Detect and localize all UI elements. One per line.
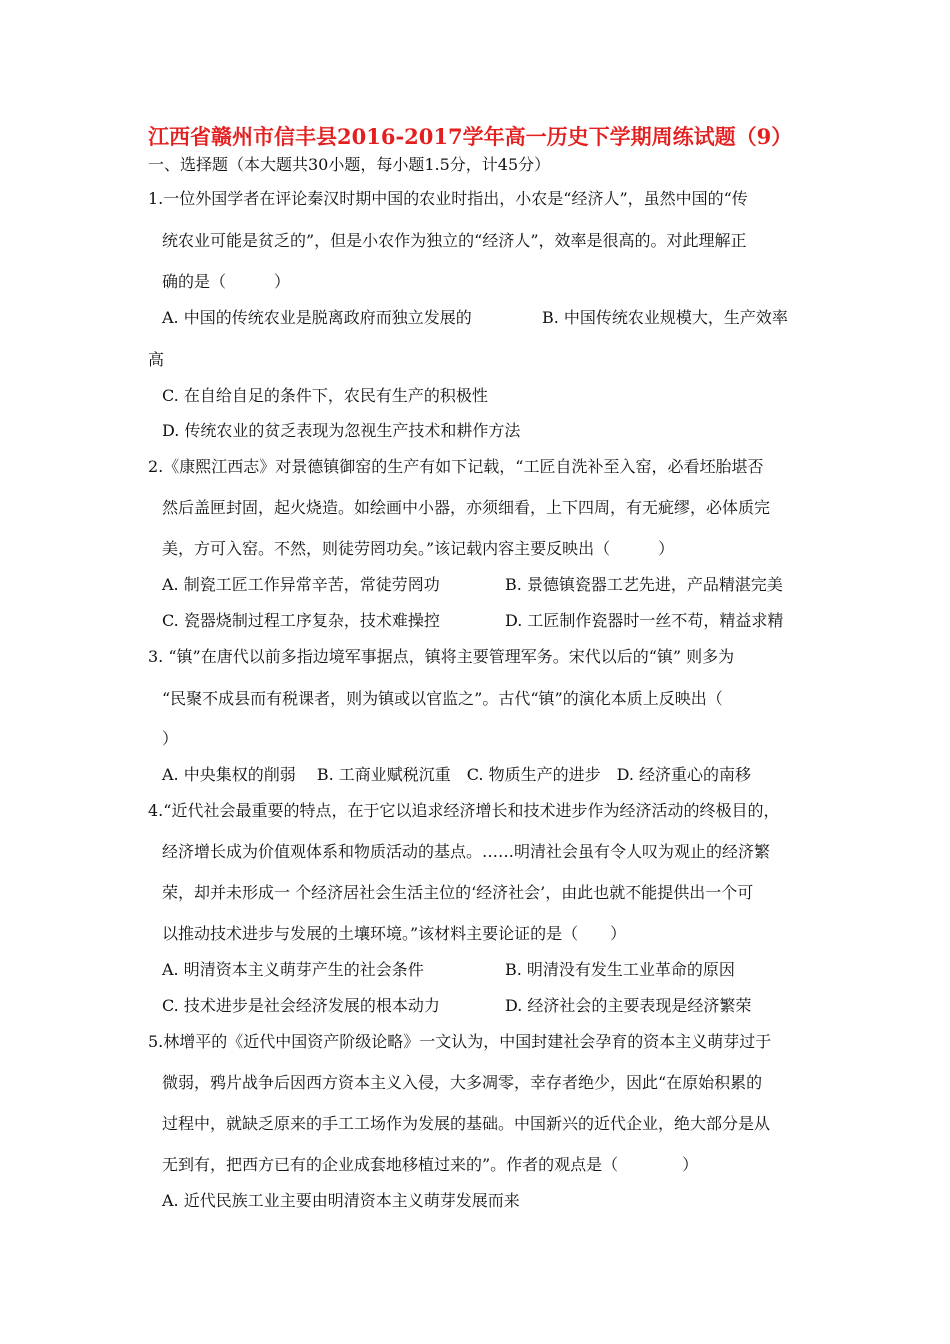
question-2-option-c: C. 瓷器烧制过程工序复杂，技术难操控	[162, 611, 440, 630]
question-2-line-1: 2.《康熙江西志》对景德镇御窑的生产有如下记载，“工匠自洗补至入窑，必看坯胎堪否	[148, 457, 764, 476]
question-4-option-c: C. 技术进步是社会经济发展的根本动力	[162, 996, 440, 1015]
question-4-line-1: 4.“近代社会最重要的特点，在于它以追求经济增长和技术进步作为经济活动的终极目的，	[148, 801, 780, 820]
question-2-option-b: B. 景德镇瓷器工艺先进，产品精湛完美	[505, 575, 783, 594]
question-5-line-4: 无到有，把西方已有的企业成套地移植过来的”。作者的观点是（ ）	[162, 1155, 699, 1174]
question-4-option-d: D. 经济社会的主要表现是经济繁荣	[505, 996, 752, 1015]
question-1-option-a: A. 中国的传统农业是脱离政府而独立发展的	[162, 308, 472, 327]
question-5-option-a: A. 近代民族工业主要由明清资本主义萌芽发展而来	[162, 1191, 520, 1210]
question-4-line-3: 荣，却并未形成一 个经济居社会生活主位的‘经济社会’，由此也就不能提供出一个可	[162, 883, 754, 902]
question-3-options: A. 中央集权的削弱 B. 工商业赋税沉重 C. 物质生产的进步 D. 经济重心的南移	[162, 765, 752, 784]
question-1-line-1: 1.一位外国学者在评论秦汉时期中国的农业时指出，小农是“经济人”，虽然中国的“传	[148, 189, 748, 208]
question-2-line-3: 美，方可入窑。不然，则徒劳罔功矣。”该记载内容主要反映出（ ）	[162, 539, 675, 558]
question-1-option-c: C. 在自给自足的条件下，农民有生产的积极性	[162, 386, 488, 405]
question-5-line-1: 5.林增平的《近代中国资产阶级论略》一文认为，中国封建社会孕育的资本主义萌芽过于	[148, 1032, 772, 1051]
question-4-line-2: 经济增长成为价值观体系和物质活动的基点。……明清社会虽有令人叹为观止的经济繁	[162, 842, 771, 861]
question-3-line-1: 3. “镇”在唐代以前多指边境军事据点，镇将主要管理军务。宋代以后的“镇” 则多为	[148, 647, 735, 666]
section-heading: 一、选择题（本大题共30小题，每小题1.5分，计45分）	[148, 155, 551, 174]
question-1-line-3: 确的是（ ）	[162, 272, 291, 291]
question-2-option-d: D. 工匠制作瓷器时一丝不苟，精益求精	[505, 611, 784, 630]
question-1-line-2: 统农业可能是贫乏的”，但是小农作为独立的“经济人”，效率是很高的。对此理解正	[162, 231, 747, 250]
question-2-option-a: A. 制瓷工匠工作异常辛苦，常徒劳罔功	[162, 575, 440, 594]
page-title: 江西省赣州市信丰县2016-2017学年高一历史下学期周练试题（9）	[148, 124, 793, 149]
question-3-line-2: “民聚不成县而有税课者，则为镇或以官监之”。古代“镇”的演化本质上反映出（	[162, 689, 723, 708]
question-5-line-3: 过程中，就缺乏原来的手工工场作为发展的基础。中国新兴的近代企业，绝大部分是从	[162, 1114, 771, 1133]
question-1-option-d: D. 传统农业的贫乏表现为忽视生产技术和耕作方法	[162, 421, 521, 440]
question-1-option-b: B. 中国传统农业规模大，生产效率	[542, 308, 788, 327]
question-4-option-a: A. 明清资本主义萌芽产生的社会条件	[162, 960, 424, 979]
question-4-line-4: 以推动技术进步与发展的土壤环境。”该材料主要论证的是（ ）	[162, 924, 627, 943]
question-4-option-b: B. 明清没有发生工业革命的原因	[505, 960, 735, 979]
question-5-line-2: 微弱，鸦片战争后因西方资本主义入侵，大多凋零，幸存者绝少，因此“在原始积累的	[162, 1073, 763, 1092]
question-2-line-2: 然后盖匣封固，起火烧造。如绘画中小器，亦须细看，上下四周，有无疵缪，必体质完	[162, 498, 771, 517]
question-3-line-3: ）	[162, 729, 179, 748]
question-1-option-b-continued: 高	[148, 350, 165, 369]
